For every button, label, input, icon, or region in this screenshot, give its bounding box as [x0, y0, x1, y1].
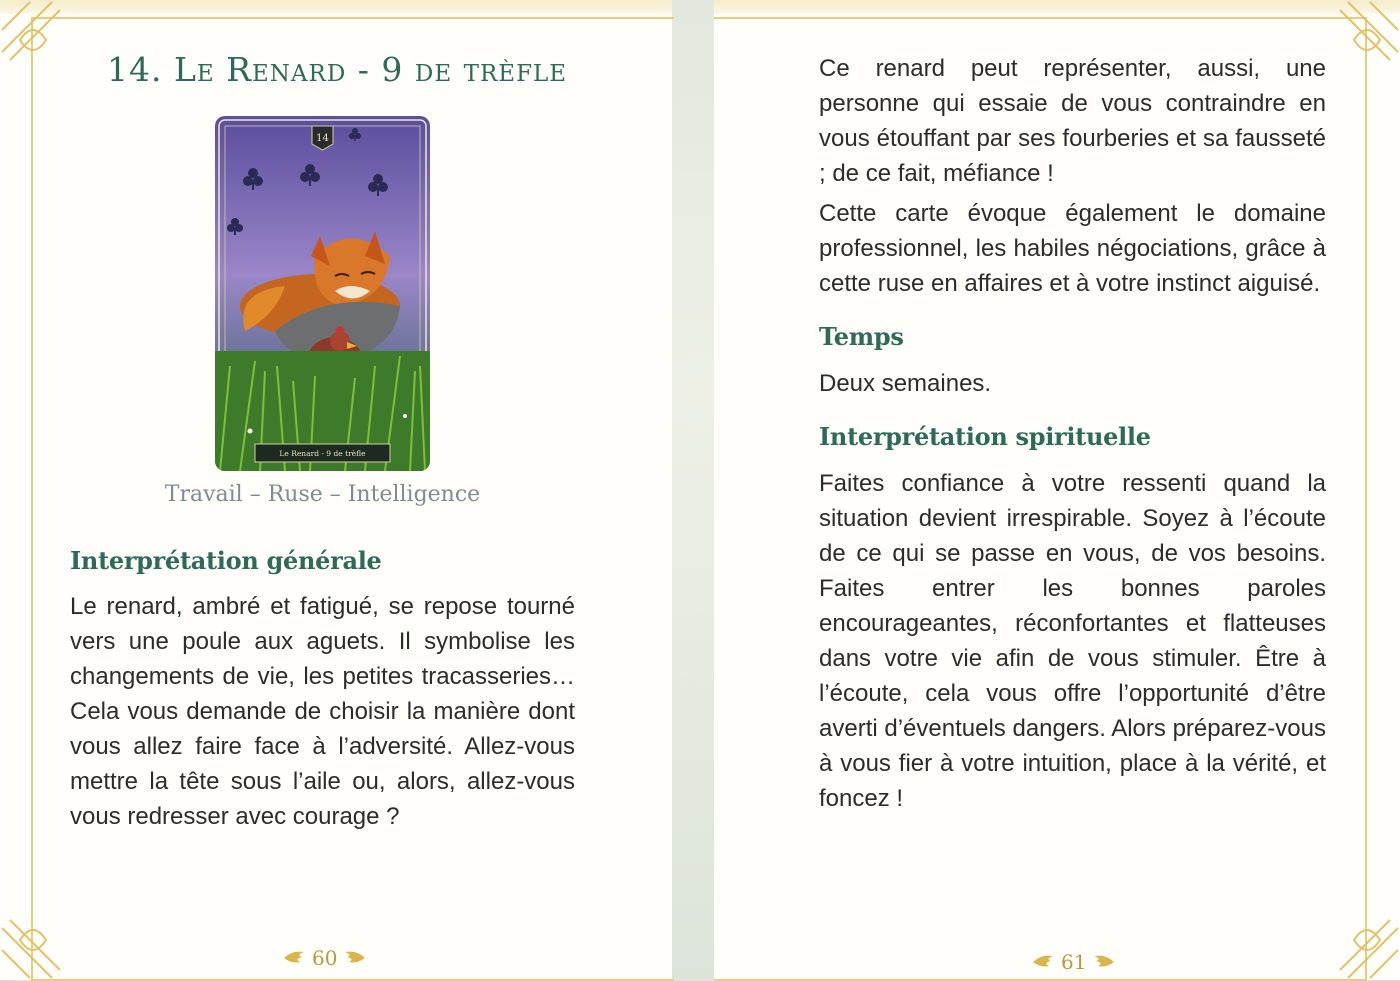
paragraph-1: Ce renard peut représenter, aussi, une personne qui essaie de vous contraindre en vous étouffant par ses fourberies et sa fausseté ; de ce fait, méfiance !	[819, 55, 1326, 187]
section-heading-spiritual: Interprétation spirituelle	[819, 422, 1151, 451]
card-caption: Le Renard - 9 de trèfle	[279, 449, 366, 458]
left-page	[0, 0, 672, 980]
wing-ornament-icon	[343, 950, 367, 966]
paragraph-2: Cette carte évoque également le domaine professionnel, les habiles négociations, grâce à cette ruse en affaires et à votre instinct aiguisé.	[819, 200, 1326, 297]
right-page	[714, 0, 1400, 980]
oracle-card-image	[215, 116, 430, 471]
section-heading-general: Interprétation générale	[70, 546, 382, 575]
page-title: 14. Le Renard - 9 de trèfle	[107, 50, 568, 89]
corner-ornament-icon	[0, 914, 66, 980]
page-number-text: 61	[1061, 950, 1087, 974]
paragraph-spiritual: Faites confiance à votre ressenti quand la situation devient irrespirable. Soyez à l’écoute de ce qui se passe en vous, de vos besoins. Faites entrer les bonnes paroles encourageantes, réconfortantes et flatteuses dans votre vie afin de vous stimuler. Être à l’écoute, cela vous offre l’opportunité d’être averti d’éventuels dangers. Alors préparez-vous à vous fier à votre intuition, place à la vérité, et foncez !	[819, 470, 1326, 812]
page-top-band	[0, 0, 672, 14]
time-text: Deux semaines.	[819, 370, 992, 397]
wing-ornament-icon	[282, 950, 306, 966]
corner-ornament-icon	[0, 0, 66, 66]
card-number: 14	[316, 133, 329, 144]
corner-ornament-icon	[1334, 914, 1400, 980]
corner-ornament-icon	[1334, 0, 1400, 66]
page-number-left	[282, 946, 367, 970]
wing-ornament-icon	[1092, 954, 1116, 970]
section-heading-time: Temps	[819, 322, 904, 351]
page-top-band	[714, 0, 1400, 14]
page-number-text: 60	[312, 946, 338, 970]
wing-ornament-icon	[1031, 954, 1055, 970]
card-keywords: Travail – Ruse – Intelligence	[164, 482, 481, 507]
paragraph-general: Le renard, ambré et fatigué, se repose tourné vers une poule aux aguets. Il symbolise les changements de vie, les petites tracasseries… Cela vous demande de choisir la manière dont vous allez faire face à l’adversité. Allez-vous mettre la tête sous l’aile ou, alors, allez-vous vous redresser avec courage ?	[70, 593, 575, 830]
page-number-right	[1031, 950, 1116, 974]
